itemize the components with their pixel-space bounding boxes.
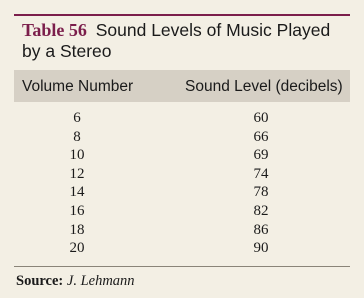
table-row: [14, 109, 350, 128]
table-row: [14, 202, 350, 221]
sound-level-cell: 90: [253, 240, 269, 257]
volume-cell: 18: [69, 221, 85, 238]
sound-level-cell: 66: [253, 128, 269, 145]
column-header-sound-level: Sound Level (decibels): [185, 78, 343, 95]
table-row: [14, 221, 350, 240]
source-label: Source:: [16, 273, 64, 289]
table-row: [14, 183, 350, 202]
table-row: [14, 128, 350, 147]
table-body: [14, 109, 350, 258]
table-number: Table 56: [22, 20, 87, 40]
column-header-volume: Volume Number: [22, 78, 134, 95]
volume-cell: 20: [69, 240, 85, 257]
volume-cell: 10: [69, 147, 85, 164]
bottom-rule: [14, 266, 350, 267]
table-caption: [22, 20, 352, 62]
sound-level-cell: 86: [253, 221, 269, 238]
table-title: Sound Levels of Music Played by a Stereo: [22, 20, 331, 61]
volume-cell: 12: [69, 165, 85, 182]
sound-level-cell: 69: [253, 147, 269, 164]
volume-cell: 16: [69, 202, 85, 219]
sound-level-cell: 78: [253, 184, 269, 201]
sound-level-cell: 60: [253, 110, 269, 126]
volume-cell: 8: [73, 128, 81, 145]
sound-level-cell: 82: [253, 202, 269, 219]
source-note: [16, 273, 135, 290]
source-name: J. Lehmann: [66, 273, 135, 289]
volume-cell: 14: [69, 184, 85, 201]
table-row: [14, 165, 350, 184]
table-row: [14, 239, 350, 258]
table-row: [14, 146, 350, 165]
top-rule: [14, 14, 350, 16]
volume-cell: 6: [73, 110, 81, 126]
sound-level-cell: 74: [253, 165, 269, 182]
